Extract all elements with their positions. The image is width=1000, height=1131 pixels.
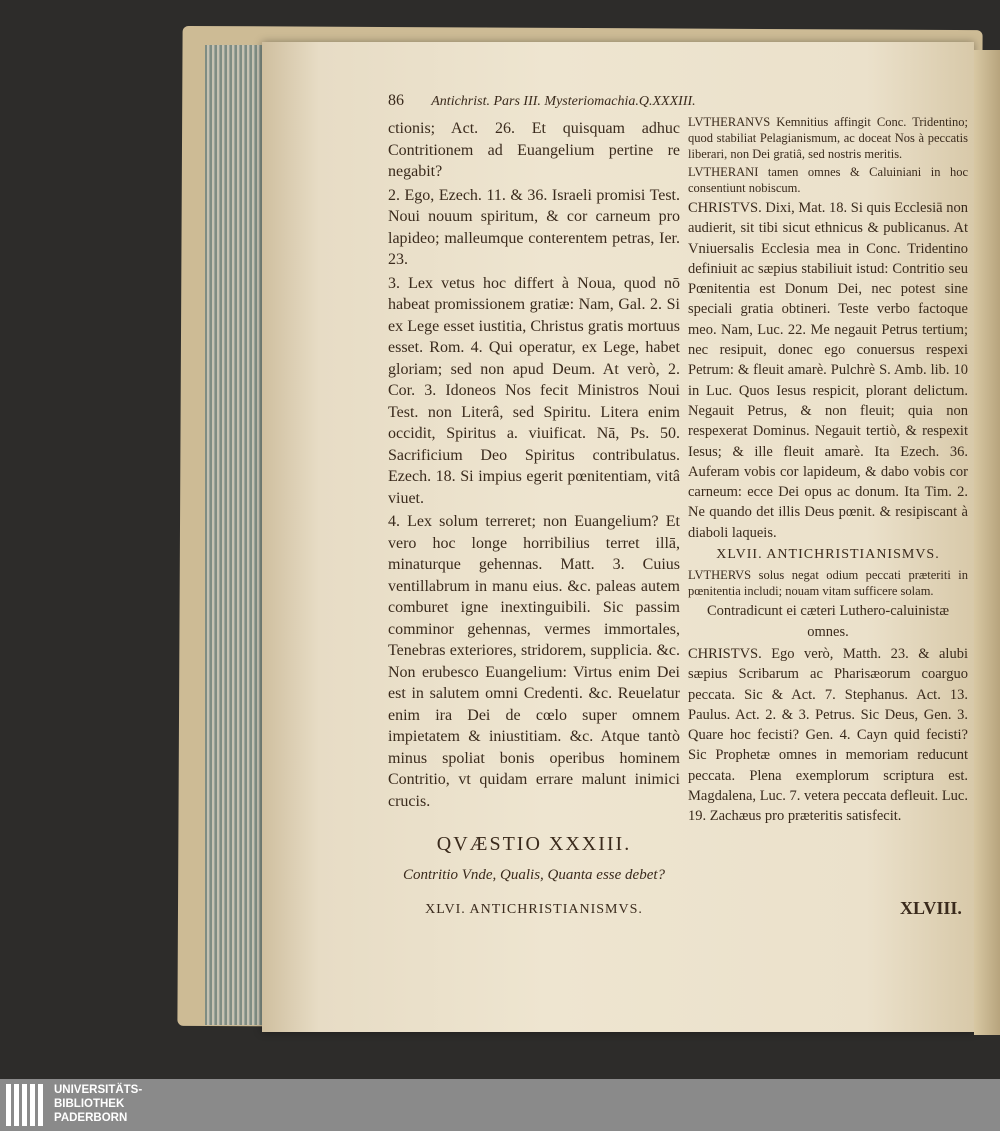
- right-paragraph: LVTHERANI tamen omnes & Caluiniani in hoc consentiunt nobiscum.: [688, 165, 968, 195]
- left-column: [388, 118, 680, 922]
- right-paragraph: CHRISTVS. Dixi, Mat. 18. Si quis Ecclesiā non audierit, sit tibi sicut ethnicus & publicanus. At Vniuersalis Ecclesia mea in Conc. Tridentino definiuit ac sæpius stabiliuit istud: Contritio seu Pœnitentia est Donum Dei, nec potest sine speciali gratia obtineri. Teste verbo factoque meo. Nam, Luc. 22. Me negauit Petrus tertium; nec resipuit, donec ego conuersus respexi Petrum: & fleuit amarè. Pulchrè S. Amb. lib. 10 in Luc. Quos Iesus respicit, plorant delictum. Negauit Petrus, & non fleuit; quia non respexerat Dominus. Negauit tertiò, & respexit Iesus; & ille fleuit amarè. Ita Ezech. 36. Auferam vobis cor lapideum, & dabo vobis cor carneum: ecce Dei opus ac donum. Ita Tim. 2. Ne quando det illis Deus pœnit. & resipiscant à diaboli laqueis.: [688, 200, 968, 541]
- running-title: Antichrist. Pars III. Mysteriomachia.Q.XXXIII.: [431, 94, 696, 109]
- library-line-2: BIBLIOTHEK: [54, 1098, 125, 1110]
- right-paragraph: LVTHERANVS Kemnitius affingit Conc. Tridentino; quod stabiliat Pelagianismum, ac doceat Nos à peccatis liberari, non Dei gratiâ, sed nostris meritis.: [688, 115, 968, 161]
- right-paragraph: Contradicunt ei cæteri Luthero-caluinistæ omnes.: [706, 603, 949, 640]
- running-header: [388, 92, 808, 110]
- left-paragraph: 4. Lex solum terreret; non Euangelium? Et vero hoc longe horribilius terret illā, minaturque gehennas. Matt. 3. Cuius ventillabrum in manu eius. &c. paleas autem comburet igne inextinguibili. Sic passim comminor gehennas, vermes immortales, Tenebras exteriores, stridorem, supplicia. &c. Non erubesco Euangelium: Virtus enim Dei est in salutem omni Credenti. &c. Reuelatur enim ira Dei de cœlo super omnem impietatem & iniustitiam. &c. Atque tantò minus spoliat bonis operibus hominem Contritio, vt quidam errare malunt inimici crucis.: [388, 513, 680, 810]
- section-heading: XLVI. ANTICHRISTIANISMVS.: [425, 901, 643, 917]
- section-heading: XLVII. ANTICHRISTIANISMVS.: [716, 547, 940, 563]
- library-footer: [0, 1079, 1000, 1131]
- right-paragraph: LVTHERVS solus negat odium peccati præteriti in pœnitentia includi; nouam vitam sufficere solam.: [688, 568, 968, 599]
- question-subtitle: Contritio Vnde, Qualis, Quanta esse debet?: [402, 866, 666, 883]
- library-logo-icon: [6, 1084, 48, 1126]
- question-title: QVÆSTIO XXXIII.: [436, 833, 632, 855]
- page-number: 86: [388, 92, 404, 109]
- library-line-3: PADERBORN: [54, 1112, 128, 1124]
- right-column: [688, 114, 968, 829]
- left-paragraph: ctionis; Act. 26. Et quisquam adhuc Contritionem ad Euangelium pertine re negabit?: [388, 120, 680, 180]
- right-paragraph: CHRISTVS. Ego verò, Matth. 23. & alubi sæpius Scribarum ac Pharisæorum coarguo peccata. Sic & Act. 7. Stephanus. Act. 13. Paulus. Act. 2. & 3. Petrus. Sic Deus, Gen. 3. Quare hoc fecisti? Gen. 4. Cayn quid fecisti? Sic Prophetæ omnes in memoriam reducunt peccata. Plena exemplorum scriptura est. Magdalena, Luc. 7. vetera peccata defleuit. Luc. 19. Zachæus pro præteritis satisfecit.: [688, 645, 968, 825]
- facing-page-edge: [974, 50, 1000, 1035]
- catchword: XLVIII.: [900, 898, 962, 918]
- left-paragraph: 3. Lex vetus hoc differt à Noua, quod nō habeat promissionem gratiæ: Nam, Gal. 2. Si ex Lege esset iustitia, Christus gratis mortuus esset. Rom. 4. Qui operatur, ex Lege, habet gloriam; sed non apud Deum. At verò, 2. Cor. 3. Idoneos Nos fecit Ministros Noui Test. non Literâ, sed Spiritu. Litera enim occidit, Spiritus a. viuificat. Nā, Ps. 50. Sacrificium Deo Spiritus contribulatus. Ezech. 18. Si impius egerit pœnitentiam, vitâ viuet.: [388, 274, 680, 507]
- library-line-1: UNIVERSITÄTS-: [54, 1084, 143, 1096]
- library-name: [54, 1083, 142, 1125]
- left-paragraph: 2. Ego, Ezech. 11. & 36. Israeli promisi Test. Noui nouum spiritum, & cor carneum pro lapideo; malleumque conterentem petras, Ier. 23.: [388, 186, 680, 268]
